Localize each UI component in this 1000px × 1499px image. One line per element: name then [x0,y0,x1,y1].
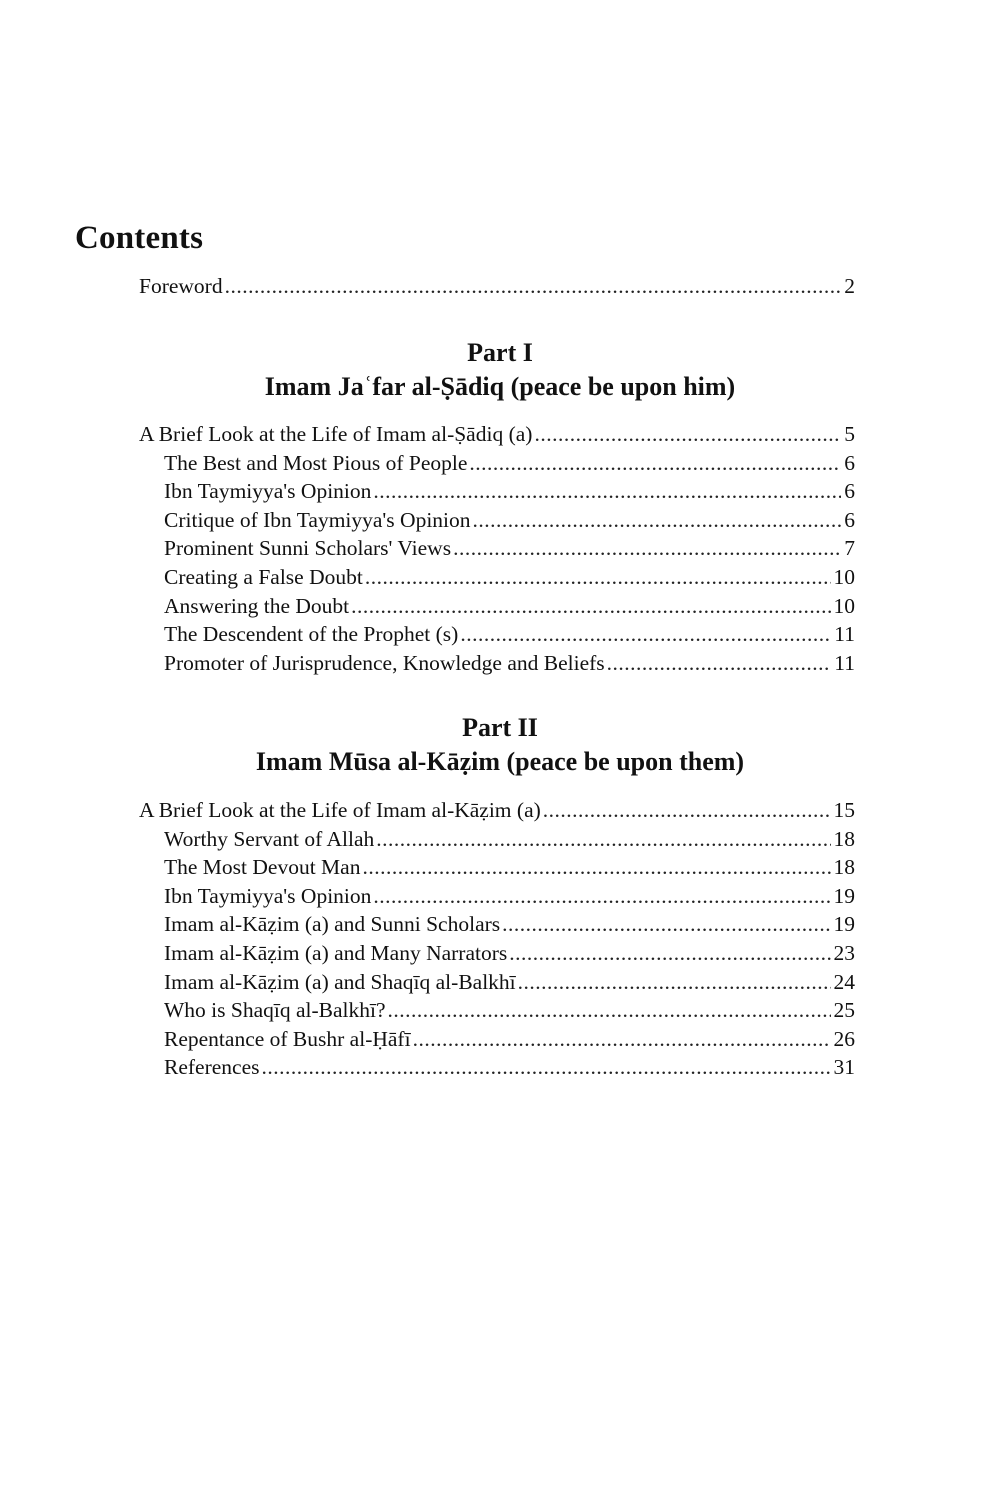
page-title: Contents [75,220,204,256]
toc-entry-title: The Most Devout Man [164,855,361,880]
toc-entry-title: Foreword [139,274,223,298]
toc-entry-page: 10 [833,593,855,618]
toc-entry[interactable] [139,420,855,449]
toc-entry-page: 5 [844,422,855,446]
toc-entry[interactable] [139,506,855,535]
toc-entry-page: 19 [833,912,855,937]
toc-entry-title: Prominent Sunni Scholars' Views [164,536,452,561]
toc-entry-title: Worthy Servant of Allah [164,826,375,851]
toc-leader-dots [365,563,831,592]
toc-entry-page: 26 [833,1026,855,1051]
toc-entry[interactable] [139,968,855,997]
toc-entry[interactable] [139,649,855,678]
toc-leader-dots [607,649,832,678]
toc-entry-page: 10 [833,564,855,589]
part-2-subtitle: Imam Mūsa al-Kāẓim (peace be upon them) [255,747,745,776]
toc-entry-page: 7 [844,536,855,561]
part-2-heading [0,711,1000,779]
toc-entry-title: Promoter of Jurisprudence, Knowledge and Beliefs [164,650,605,675]
toc-entry-title: Who is Shaqīq al-Balkhī? [164,998,386,1023]
toc-leader-dots [518,968,831,997]
toc-entry[interactable] [139,1025,855,1054]
toc-entry-page: 18 [833,826,855,851]
part-1-entries [139,420,855,677]
toc-entry-title: A Brief Look at the Life of Imam al-Kāẓim (a) [139,798,541,822]
toc-leader-dots [469,449,841,478]
toc-entry-title: Critique of Ibn Taymiyya's Opinion [164,507,471,532]
toc-entry-page: 11 [834,622,855,647]
toc-entry-page: 24 [833,969,855,994]
toc-leader-dots [473,506,842,535]
toc-entry[interactable] [139,449,855,478]
toc-entry-page: 2 [844,274,855,298]
toc-leader-dots [351,592,830,621]
toc-entry-title: The Descendent of the Prophet (s) [164,622,459,647]
part-1-label: Part I [467,338,533,367]
toc-entry-title: Ibn Taymiyya's Opinion [164,883,372,908]
toc-entry[interactable] [139,853,855,882]
toc-entry[interactable] [139,1053,855,1082]
toc-entry[interactable] [139,910,855,939]
toc-leader-dots [376,825,830,854]
toc-entry-page: 6 [844,507,855,532]
toc-entry-page: 18 [833,855,855,880]
toc-leader-dots [225,272,842,301]
toc-leader-dots [413,1025,831,1054]
toc-leader-dots [388,996,831,1025]
toc-entry-page: 31 [833,1055,855,1080]
toc-leader-dots [362,853,830,882]
part-1-subtitle: Imam Jaʿfar al-Ṣādiq (peace be upon him) [264,372,736,401]
toc-entry[interactable] [139,592,855,621]
toc-entry[interactable] [139,620,855,649]
toc-entry-title: Ibn Taymiyya's Opinion [164,479,372,504]
toc-entry-page: 11 [834,650,855,675]
toc-leader-dots [502,910,830,939]
part-2-label: Part II [462,713,538,742]
toc-leader-dots [534,420,841,449]
toc-entry-title: The Best and Most Pious of People [164,450,468,475]
toc-entry[interactable] [139,477,855,506]
toc-entry-page: 6 [844,479,855,504]
toc-entry-title: References [164,1055,260,1080]
toc-entry-title: Repentance of Bushr al-Ḥāfī [164,1026,411,1051]
toc-entry[interactable] [139,563,855,592]
toc-entry[interactable] [139,534,855,563]
toc-entry-page: 25 [833,998,855,1023]
toc-entry-title: Imam al-Kāẓim (a) and Shaqīq al-Balkhī [164,969,516,994]
toc-entry-title: Imam al-Kāẓim (a) and Many Narrators [164,940,508,965]
toc-entry[interactable] [139,796,855,825]
toc-entry-page: 6 [844,450,855,475]
toc-leader-dots [453,534,841,563]
toc-entry[interactable] [139,825,855,854]
toc-entry[interactable] [139,939,855,968]
toc-entry-page: 19 [833,883,855,908]
toc-entry-title: A Brief Look at the Life of Imam al-Ṣādiq (a) [139,422,533,446]
toc-leader-dots [509,939,830,968]
toc-leader-dots [262,1053,831,1082]
toc-leader-dots [373,882,830,911]
part-1-heading [0,336,1000,404]
toc-entry[interactable] [139,882,855,911]
toc-entry-page: 23 [833,940,855,965]
part-2-entries [139,796,855,1082]
toc-entry[interactable] [139,996,855,1025]
toc-entry-page: 15 [833,798,855,822]
toc-entry-title: Answering the Doubt [164,593,350,618]
toc-leader-dots [543,796,831,825]
toc-entry-title: Imam al-Kāẓim (a) and Sunni Scholars [164,912,501,937]
toc-entry-foreword[interactable] [139,272,855,301]
toc-foreword-block [139,272,855,301]
toc-leader-dots [460,620,831,649]
toc-leader-dots [373,477,841,506]
toc-entry-title: Creating a False Doubt [164,564,363,589]
